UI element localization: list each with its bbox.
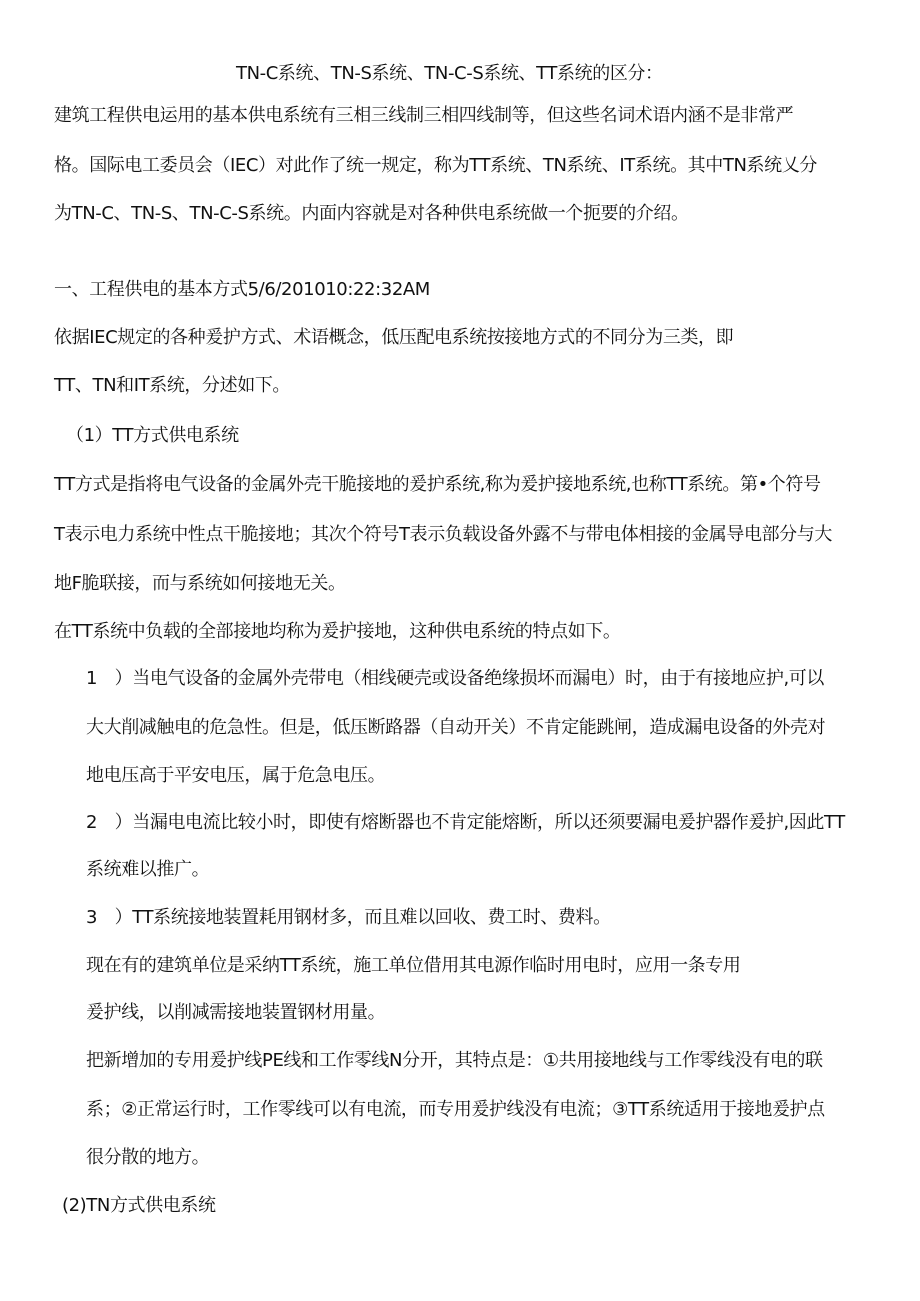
paragraph-line: 现在有的建筑单位是采纳TT系统，施工单位借用其电源作临时用电时，应用一条专用 [86,955,741,976]
list-item-line: 1 ）当电气设备的金属外壳带电（相线硬壳或设备绝缘损坏而漏电）时，由于有接地应护,可以 [86,668,824,689]
paragraph-line: TT方式是指将电气设备的金属外壳干脆接地的爰护系统,称为爰护接地系统,也称TT系统。第•个符号 [54,474,821,495]
paragraph-line: 很分散的地方。 [86,1147,210,1168]
paragraph-line: T表示电力系统中性点干脆接地；其次个符号T表示负载设备外露不与带电体相接的金属导电部分与大 [54,524,832,545]
intro-line: 建筑工程供电运用的基本供电系统有三相三线制三相四线制等，但这些名词术语内涵不是非常严 [54,105,794,126]
list-item-line: 大大削减触电的危急性。但是，低压断路器（自动开关）不肯定能跳闸，造成漏电设备的外壳对 [86,717,826,738]
paragraph-line: TT、TN和IT系统，分述如下。 [54,375,291,396]
intro-line: 为TN-C、TN-S、TN-C-S系统。内面内容就是对各种供电系统做一个扼要的介绍。 [54,203,689,224]
section-heading: 一、工程供电的基本方式5/6/201010:22:32AM [54,279,430,300]
subsection-heading: （1）TT方式供电系统 [66,425,239,446]
intro-line: 格。国际电工委员会（IEC）对此作了统一规定，称为TT系统、TN系统、IT系统。其中TN系统乂分 [54,155,817,176]
list-item-line: 地电压高于平安电压，属于危急电压。 [86,765,386,786]
paragraph-line: 在TT系统中负载的全部接地均称为爰护接地，这种供电系统的特点如下。 [54,621,621,642]
list-item-line: 2 ）当漏电电流比较小时，即使有熔断器也不肯定能熔断，所以还须要漏电爰护器作爰护,因此TT [86,812,845,833]
paragraph-line: 把新增加的专用爰护线PE线和工作零线N分开，其特点是：①共用接地线与工作零线没有电的联 [86,1050,823,1071]
paragraph-line: 依据IEC规定的各种爰护方式、术语概念，低压配电系统按接地方式的不同分为三类，即 [54,327,734,348]
list-item-line: 3 ）TT系统接地装置耗用钢材多，而且难以回收、费工时、费料。 [86,907,611,928]
paragraph-line: 系；②正常运行时，工作零线可以有电流，而专用爰护线没有电流；③TT系统适用于接地爰护点 [86,1099,825,1120]
list-item-line: 系统难以推广。 [86,859,210,880]
paragraph-line: 地F脆联接，而与系统如何接地无关。 [54,573,346,594]
subsection-heading: (2)TN方式供电系统 [62,1195,216,1216]
document-title: TN-C系统、TN-S系统、TN-C-S系统、TT系统的区分： [236,63,663,84]
paragraph-line: 爰护线，以削减需接地装置钢材用量。 [86,1002,386,1023]
